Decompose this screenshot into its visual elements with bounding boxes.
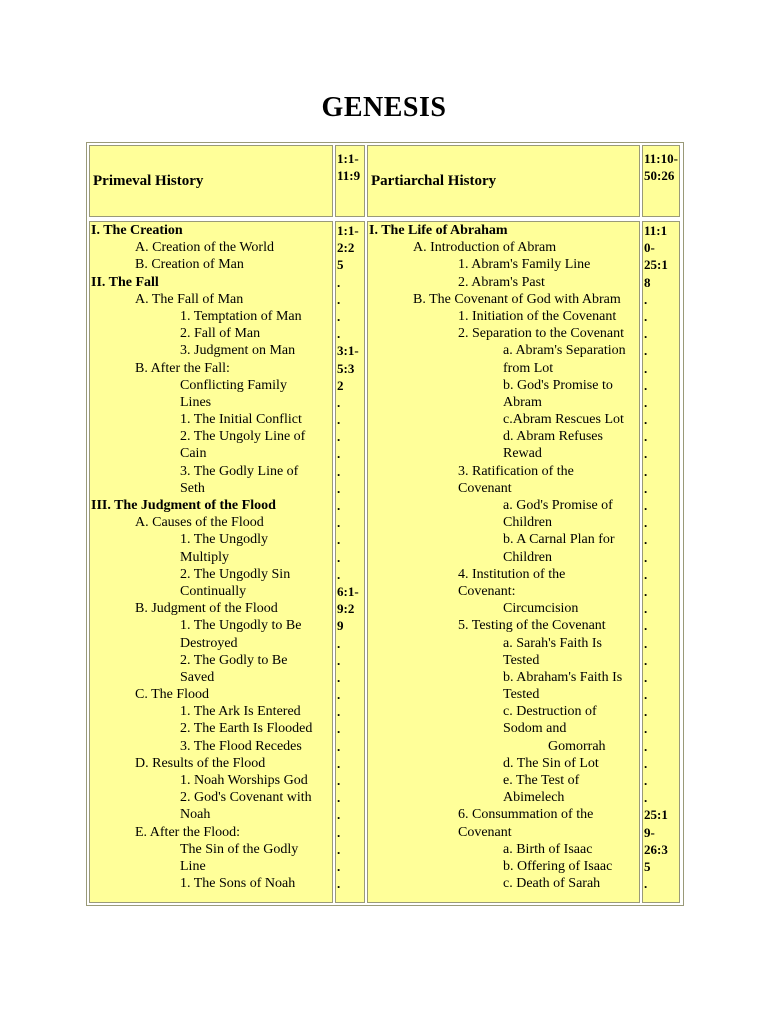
patriarchal-verse-ref: . bbox=[644, 738, 648, 754]
primeval-verse-ref: . bbox=[337, 755, 341, 771]
patriarchal-verse-ref: . bbox=[644, 618, 648, 634]
patriarchal-outline-line: from Lot bbox=[503, 360, 554, 376]
primeval-verse-ref: . bbox=[337, 790, 341, 806]
patriarchal-verse-ref: . bbox=[644, 566, 648, 582]
primeval-verse-ref: 1:1- bbox=[337, 223, 359, 238]
patriarchal-verse-ref: 25:1 bbox=[644, 807, 668, 823]
primeval-verse-ref: . bbox=[337, 824, 341, 840]
patriarchal-history-reference: 11:10-50:26 bbox=[642, 145, 680, 217]
patriarchal-verse-ref: . bbox=[644, 308, 648, 324]
patriarchal-outline-line: 5. Testing of the Covenant bbox=[458, 618, 606, 634]
primeval-verse-ref: . bbox=[337, 773, 341, 788]
patriarchal-outline-line: A. Introduction of Abram bbox=[413, 240, 557, 256]
primeval-outline-line: 1. The Ark Is Entered bbox=[180, 704, 301, 720]
patriarchal-verse-ref: . bbox=[644, 601, 648, 617]
primeval-verse-ref: 5:3 bbox=[337, 360, 355, 376]
primeval-outline-line: 3. The Godly Line of bbox=[180, 463, 299, 479]
primeval-outline-line: 2. The Earth Is Flooded bbox=[180, 721, 313, 737]
patriarchal-outline-line: c. Destruction of bbox=[503, 704, 597, 720]
patriarchal-verse-ref: 0- bbox=[644, 240, 655, 256]
patriarchal-verse-ref: . bbox=[644, 360, 648, 376]
primeval-verse-ref: 9:2 bbox=[337, 601, 355, 617]
patriarchal-verse-ref: 11:1 bbox=[644, 223, 668, 238]
primeval-outline-line: Conflicting Family bbox=[180, 377, 287, 393]
patriarchal-verse-ref: . bbox=[644, 343, 648, 359]
patriarchal-verse-ref: 26:3 bbox=[644, 841, 668, 857]
primeval-outline-line: Lines bbox=[180, 394, 212, 410]
primeval-outline-line: A. Creation of the World bbox=[135, 240, 274, 256]
primeval-verse-ref: . bbox=[337, 412, 341, 428]
primeval-outline-line: A. The Fall of Man bbox=[135, 291, 244, 307]
patriarchal-outline-line: Sodom and bbox=[503, 721, 567, 737]
patriarchal-outline-line: c.Abram Rescues Lot bbox=[503, 412, 624, 428]
patriarchal-verse-ref: . bbox=[644, 291, 648, 307]
primeval-outline-line: E. After the Flood: bbox=[135, 824, 240, 840]
patriarchal-outline-line: Tested bbox=[503, 652, 540, 668]
patriarchal-verse-ref: . bbox=[644, 515, 648, 531]
primeval-outline-line: 2. Fall of Man bbox=[180, 326, 261, 342]
patriarchal-outline-line: Circumcision bbox=[503, 601, 579, 617]
primeval-verse-ref: . bbox=[337, 463, 341, 479]
primeval-outline-line: Continually bbox=[180, 583, 247, 599]
primeval-outline-line: Destroyed bbox=[180, 635, 238, 651]
patriarchal-verse-ref: . bbox=[644, 377, 648, 393]
patriarchal-outline-line: 2. Abram's Past bbox=[458, 274, 545, 290]
patriarchal-verse-ref: . bbox=[644, 412, 648, 428]
patriarchal-verse-ref: . bbox=[644, 463, 648, 479]
primeval-outline-line: Noah bbox=[180, 807, 211, 823]
primeval-outline-line: 2. The Ungodly Sin bbox=[180, 566, 291, 582]
primeval-outline-line: 1. The Initial Conflict bbox=[180, 412, 302, 428]
primeval-outline-line: 1. The Ungodly bbox=[180, 532, 269, 548]
primeval-verse-ref: . bbox=[337, 549, 341, 565]
patriarchal-outline-line: b. God's Promise to bbox=[503, 377, 613, 393]
patriarchal-verse-ref: 5 bbox=[644, 858, 651, 874]
patriarchal-outline-line: 1. Initiation of the Covenant bbox=[458, 308, 617, 324]
patriarchal-outline-line: b. Abraham's Faith Is bbox=[503, 669, 623, 685]
primeval-outline-line: D. Results of the Flood bbox=[135, 755, 266, 771]
patriarchal-verse-ref: . bbox=[644, 532, 648, 548]
primeval-outline-line: Saved bbox=[180, 669, 215, 685]
primeval-verse-ref: 6:1- bbox=[337, 583, 359, 599]
primeval-outline-line: B. After the Fall: bbox=[135, 360, 230, 376]
primeval-verse-ref: . bbox=[337, 876, 341, 892]
patriarchal-outline-line: Covenant bbox=[458, 824, 512, 840]
primeval-verse-ref: . bbox=[337, 291, 341, 307]
patriarchal-verse-ref: . bbox=[644, 790, 648, 806]
patriarchal-outline-line: I. The Life of Abraham bbox=[369, 223, 508, 238]
primeval-verse-ref: . bbox=[337, 687, 341, 703]
primeval-verse-ref: . bbox=[337, 394, 341, 410]
primeval-verse-ref: . bbox=[337, 652, 341, 668]
primeval-outline-line: 3. Judgment on Man bbox=[180, 343, 296, 359]
patriarchal-outline-line: 3. Ratification of the bbox=[458, 463, 574, 479]
patriarchal-verse-column bbox=[642, 221, 680, 903]
patriarchal-verse-ref: . bbox=[644, 498, 648, 513]
primeval-outline-line: C. The Flood bbox=[135, 687, 210, 703]
patriarchal-outline-line: Covenant bbox=[458, 480, 512, 496]
patriarchal-outline-line: Tested bbox=[503, 687, 540, 703]
patriarchal-outline-line: Covenant: bbox=[458, 583, 516, 599]
patriarchal-verse-ref: . bbox=[644, 704, 648, 720]
primeval-verse-ref: . bbox=[337, 515, 341, 531]
primeval-outline-line: 1. Noah Worships God bbox=[180, 773, 308, 788]
patriarchal-verse-ref: 25:1 bbox=[644, 257, 668, 273]
primeval-verse-ref: . bbox=[337, 274, 341, 290]
primeval-verse-ref: . bbox=[337, 721, 341, 737]
primeval-verse-ref: . bbox=[337, 446, 341, 462]
primeval-outline-line: B. Judgment of the Flood bbox=[135, 601, 278, 617]
patriarchal-history-header: Partiarchal History bbox=[367, 145, 640, 217]
patriarchal-outline-line: Children bbox=[503, 515, 552, 531]
primeval-verse-ref: 9 bbox=[337, 618, 344, 634]
primeval-outline-line: Cain bbox=[180, 446, 207, 462]
primeval-verse-ref: . bbox=[337, 635, 341, 651]
patriarchal-outline-line: 2. Separation to the Covenant bbox=[458, 326, 625, 342]
patriarchal-verse-ref: . bbox=[644, 480, 648, 496]
primeval-verse-ref: . bbox=[337, 308, 341, 324]
patriarchal-verse-ref: . bbox=[644, 755, 648, 771]
patriarchal-outline bbox=[367, 221, 640, 903]
primeval-outline-line: I. The Creation bbox=[91, 223, 183, 238]
patriarchal-outline-line: c. Death of Sarah bbox=[503, 876, 601, 892]
patriarchal-verse-ref: . bbox=[644, 549, 648, 565]
patriarchal-verse-ref: . bbox=[644, 773, 648, 788]
patriarchal-outline-line: Children bbox=[503, 549, 552, 565]
primeval-verse-ref: . bbox=[337, 566, 341, 582]
primeval-verse-ref: . bbox=[337, 738, 341, 754]
patriarchal-outline-line: 1. Abram's Family Line bbox=[458, 257, 591, 273]
primeval-outline-line: II. The Fall bbox=[91, 274, 159, 290]
primeval-outline-line: 2. The Godly to Be bbox=[180, 652, 288, 668]
primeval-verse-ref: 2 bbox=[337, 377, 344, 393]
patriarchal-outline-line: b. A Carnal Plan for bbox=[503, 532, 615, 548]
patriarchal-outline-line: 6. Consummation of the bbox=[458, 807, 594, 823]
primeval-outline-line: Line bbox=[180, 858, 206, 874]
patriarchal-outline-line: a. Sarah's Faith Is bbox=[503, 635, 602, 651]
primeval-verse-ref: 2:2 bbox=[337, 240, 355, 256]
primeval-outline-line: A. Causes of the Flood bbox=[135, 515, 264, 531]
patriarchal-verse-ref: . bbox=[644, 635, 648, 651]
patriarchal-outline-line: e. The Test of bbox=[503, 773, 580, 788]
primeval-verse-ref: . bbox=[337, 669, 341, 685]
patriarchal-verse-ref: . bbox=[644, 687, 648, 703]
primeval-outline bbox=[89, 221, 333, 903]
primeval-verse-ref: 3:1- bbox=[337, 343, 359, 359]
primeval-verse-ref: . bbox=[337, 807, 341, 823]
patriarchal-verse-ref: . bbox=[644, 429, 648, 445]
primeval-verse-column bbox=[335, 221, 365, 903]
primeval-outline-line: 1. The Ungodly to Be bbox=[180, 618, 302, 634]
patriarchal-verse-ref: . bbox=[644, 583, 648, 599]
patriarchal-outline-line: 4. Institution of the bbox=[458, 566, 566, 582]
patriarchal-verse-ref: 9- bbox=[644, 824, 655, 840]
patriarchal-verse-ref: . bbox=[644, 652, 648, 668]
patriarchal-verse-ref: . bbox=[644, 876, 648, 892]
patriarchal-outline-line: Abram bbox=[503, 394, 542, 410]
primeval-outline-line: Seth bbox=[180, 480, 205, 496]
primeval-verse-ref: . bbox=[337, 498, 341, 513]
primeval-verse-ref: . bbox=[337, 480, 341, 496]
patriarchal-verse-ref: . bbox=[644, 669, 648, 685]
primeval-outline-line: Multiply bbox=[180, 549, 230, 565]
patriarchal-verse-ref: . bbox=[644, 446, 648, 462]
patriarchal-outline-line: Rewad bbox=[503, 446, 542, 462]
primeval-history-reference: 1:1-11:9 bbox=[335, 145, 365, 217]
outline-table bbox=[86, 142, 684, 906]
patriarchal-verse-ref: . bbox=[644, 326, 648, 342]
patriarchal-verse-ref: . bbox=[644, 721, 648, 737]
patriarchal-outline-line: a. God's Promise of bbox=[503, 498, 613, 513]
patriarchal-outline-line: d. The Sin of Lot bbox=[503, 755, 599, 771]
primeval-outline-line: 1. Temptation of Man bbox=[180, 308, 302, 324]
primeval-outline-line: The Sin of the Godly bbox=[180, 841, 299, 857]
primeval-outline-line: 3. The Flood Recedes bbox=[180, 738, 302, 754]
primeval-outline-line: 1. The Sons of Noah bbox=[180, 876, 296, 892]
patriarchal-outline-line: a. Birth of Isaac bbox=[503, 841, 593, 857]
primeval-verse-ref: . bbox=[337, 858, 341, 874]
primeval-outline-line: B. Creation of Man bbox=[135, 257, 244, 273]
primeval-verse-ref: . bbox=[337, 429, 341, 445]
primeval-verse-ref: . bbox=[337, 841, 341, 857]
primeval-verse-ref: . bbox=[337, 326, 341, 342]
page-title: GENESIS bbox=[321, 92, 447, 123]
patriarchal-outline-line: d. Abram Refuses bbox=[503, 429, 603, 445]
patriarchal-verse-ref: 8 bbox=[644, 274, 651, 290]
primeval-outline-line: III. The Judgment of the Flood bbox=[91, 498, 276, 513]
primeval-verse-ref: . bbox=[337, 704, 341, 720]
patriarchal-outline-line: B. The Covenant of God with Abram bbox=[413, 291, 621, 307]
primeval-verse-ref: . bbox=[337, 532, 341, 548]
primeval-outline-line: 2. The Ungoly Line of bbox=[180, 429, 306, 445]
patriarchal-outline-line: Gomorrah bbox=[548, 738, 606, 754]
patriarchal-verse-ref: . bbox=[644, 394, 648, 410]
primeval-history-header: Primeval History bbox=[89, 145, 333, 217]
patriarchal-outline-line: b. Offering of Isaac bbox=[503, 858, 613, 874]
patriarchal-outline-line: a. Abram's Separation bbox=[503, 343, 626, 359]
primeval-verse-ref: 5 bbox=[337, 257, 344, 273]
primeval-outline-line: 2. God's Covenant with bbox=[180, 790, 312, 806]
patriarchal-outline-line: Abimelech bbox=[503, 790, 565, 806]
